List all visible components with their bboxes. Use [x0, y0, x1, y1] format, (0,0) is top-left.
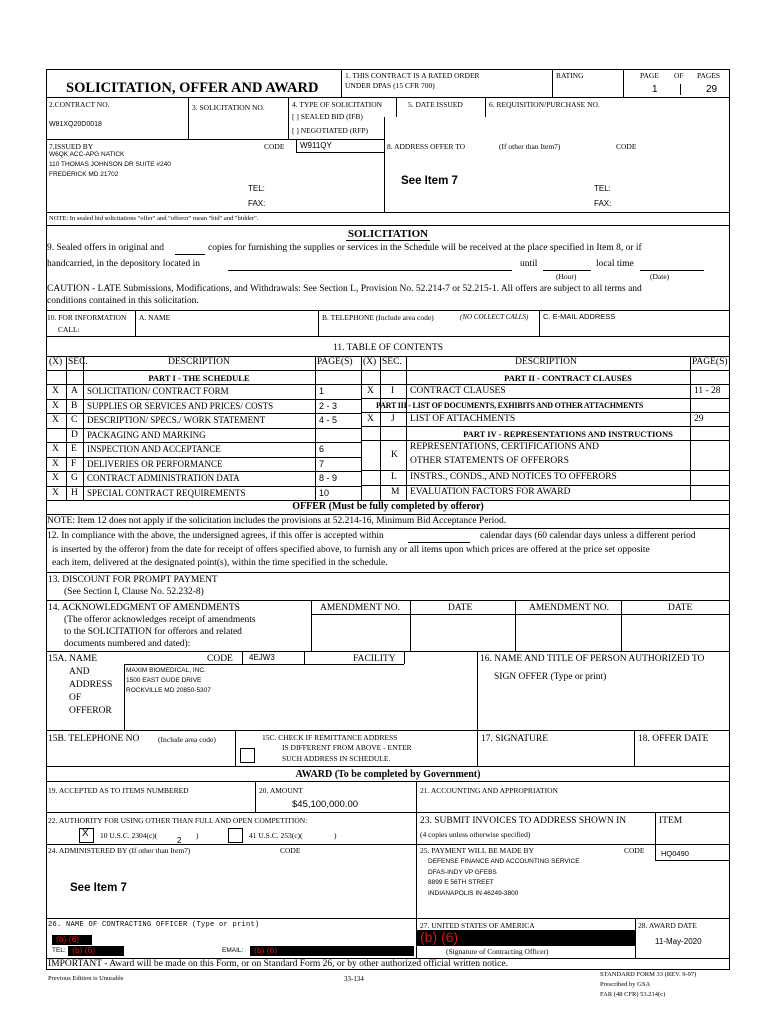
- item28-label: 28. AWARD DATE: [638, 921, 697, 930]
- caution-text-2: conditions contained in this solicitation.: [47, 296, 199, 306]
- toc-row-divider: [46, 442, 361, 443]
- toc-row-sec: E: [71, 444, 77, 454]
- item26-label: 26. NAME OF CONTRACTING OFFICER (Type or print): [48, 921, 260, 929]
- email-label: C. E-MAIL ADDRESS: [543, 312, 616, 321]
- toc-row-pages: 8 - 9: [319, 473, 338, 483]
- award-date: 11-May-2020: [655, 937, 702, 946]
- toc-part-3: PART III - LIST OF DOCUMENTS, EXHIBITS AND OTHER ATTACHMENTS: [376, 401, 644, 410]
- call-label: CALL:: [58, 325, 80, 334]
- item23-copies: (4 copies unless otherwise specified): [420, 830, 531, 839]
- item12-text-d: each item, delivered at the designated point(s), within the time specified in the schedule.: [52, 558, 388, 568]
- see-item-7: See Item 7: [401, 175, 458, 187]
- item23-item-label: ITEM: [659, 816, 683, 826]
- item16-sign-offer: SIGN OFFER (Type or print): [494, 672, 607, 682]
- no-collect-calls: (NO COLLECT CALLS): [460, 313, 529, 321]
- toc-row-desc: PACKAGING AND MARKING: [87, 429, 206, 440]
- if-other-than-item7: (If other than Item7): [499, 142, 561, 151]
- form-number: 33-134: [344, 975, 364, 983]
- address-offer-code-label: CODE: [616, 142, 637, 151]
- toc-row-m-desc: EVALUATION FACTORS FOR AWARD: [410, 487, 571, 497]
- rule: [729, 69, 730, 969]
- item24-label: 24. ADMINISTERED BY (If other than Item7): [48, 846, 191, 855]
- of-label: OF: [674, 71, 684, 80]
- amendment-no-label: AMENDMENT NO.: [320, 603, 401, 613]
- toc-row-pages: 4 - 5: [319, 415, 338, 425]
- item14-text-d: documents numbered and dated):: [64, 639, 191, 649]
- toc-part-1: PART I - THE SCHEDULE: [148, 373, 250, 383]
- toc-row-divider: [46, 413, 361, 414]
- toc-row-desc: DELIVERIES OR PERFORMANCE: [87, 458, 223, 469]
- item14-text-b: (The offeror acknowledges receipt of amendments: [64, 615, 256, 625]
- usc-253-checkbox[interactable]: [228, 828, 243, 843]
- toc-row-x-mark: X: [52, 386, 59, 396]
- signature-caption: (Signature of Contracting Officer): [446, 947, 549, 956]
- item21-label: 21. ACCOUNTING AND APPROPRIATION: [420, 786, 558, 795]
- redaction-tel-label: (b) (6): [72, 945, 96, 955]
- toc-col-x-2: (X): [363, 357, 377, 367]
- toc-col-x: (X): [49, 357, 63, 367]
- for-information-label: 10. FOR INFORMATION: [47, 313, 127, 322]
- rating-label: RATING: [556, 71, 584, 80]
- toc-row-i-sec: I: [391, 386, 395, 396]
- page-total: 29: [706, 84, 718, 95]
- toc-col-description-2: DESCRIPTION: [515, 357, 577, 367]
- form-title: SOLICITATION, OFFER AND AWARD: [66, 80, 319, 96]
- item20-label: 20. AMOUNT: [259, 786, 303, 795]
- item16-label: 16. NAME AND TITLE OF PERSON AUTHORIZED TO: [480, 654, 705, 664]
- item15a-of: OF: [69, 693, 82, 703]
- type-of-solicitation-label: 4. TYPE OF SOLICITATION: [292, 100, 383, 109]
- usc-2304-label: 10 U.S.C. 2304(c)(: [100, 831, 158, 840]
- toc-row-j-x: X: [367, 414, 374, 424]
- item15c-label: 15C. CHECK IF REMITTANCE ADDRESS: [262, 733, 398, 742]
- item9-text-a: 9. Sealed offers in original and: [47, 243, 164, 253]
- facility-label: FACILITY: [353, 654, 396, 664]
- toc-row-i-desc: CONTRACT CLAUSES: [410, 386, 506, 396]
- toc-row-k-desc-2: OTHER STATEMENTS OF OFFERORS: [410, 456, 569, 466]
- item27-label: 27. UNITED STATES OF AMERICA: [420, 921, 535, 930]
- item17-label: 17. SIGNATURE: [481, 734, 549, 744]
- item12-text-a: 12. In compliance with the above, the undersigned agrees, if this offer is accepted within: [47, 531, 384, 541]
- previous-edition: Previous Edition is Unusable: [48, 975, 124, 982]
- item25-code-label: CODE: [624, 846, 645, 855]
- toc-row-x-mark: X: [52, 458, 59, 469]
- toc-part-2: PART II - CONTRACT CLAUSES: [504, 373, 632, 383]
- page-label: PAGE: [640, 71, 659, 80]
- redaction-name-label: (b) (6): [56, 934, 80, 944]
- toc-row-sec: F: [71, 458, 77, 469]
- solicitation-heading: SOLICITATION: [347, 228, 429, 240]
- toc-row-desc: CONTRACT ADMINISTRATION DATA: [87, 473, 240, 483]
- redaction-email-label: (b) (6): [254, 945, 278, 955]
- item13-clause: (See Section I, Clause No. 52.232-8): [64, 587, 204, 597]
- usc-2304-number: 2: [177, 836, 182, 845]
- hour-caption: (Hour): [556, 272, 577, 281]
- offer-note-12: NOTE: Item 12 does not apply if the solicitation includes the provisions at 52.214-16, Minimum Bid Acceptance Period.: [47, 516, 507, 526]
- toc-col-pages: PAGE(S): [317, 357, 353, 367]
- toc-row-divider: [46, 428, 361, 429]
- toc-row-x-mark: X: [52, 487, 59, 498]
- date-issued-label: 5. DATE ISSUED: [408, 100, 463, 109]
- amendment-date-label-2: DATE: [668, 603, 693, 613]
- address-offer-to-label: 8. ADDRESS OFFER TO: [387, 142, 466, 151]
- contract-no-label: 2.CONTRACT NO.: [49, 100, 110, 109]
- item13-label: 13. DISCOUNT FOR PROMPT PAYMENT: [48, 575, 218, 585]
- usc-253-label: 41 U.S.C. 253(c)(: [249, 831, 303, 840]
- item19-label: 19. ACCEPTED AS TO ITEMS NUMBERED: [48, 786, 189, 795]
- toc-row-x-mark: X: [52, 473, 59, 483]
- toc-row-divider: [46, 399, 361, 400]
- award-heading: AWARD (To be completed by Government): [295, 769, 481, 780]
- usc-253-close: ): [334, 831, 337, 840]
- toc-row-x-mark: X: [52, 444, 59, 454]
- toc-heading: 11. TABLE OF CONTENTS: [332, 343, 444, 353]
- toc-row-l-desc: INSTRS., CONDS., AND NOTICES TO OFFERORS: [410, 472, 617, 482]
- toc-row-l-sec: L: [391, 472, 397, 482]
- toc-col-description: DESCRIPTION: [168, 357, 230, 367]
- solicitation-no-label: 3. SOLICITATION NO.: [192, 103, 265, 112]
- name-label: A. NAME: [139, 313, 171, 322]
- telephone-label: B. TELEPHONE (Include area code): [322, 313, 434, 322]
- officer-email-label: EMAIL:: [222, 947, 244, 954]
- sealed-bid-checkbox[interactable]: [ ] SEALED BID (IFB): [292, 112, 363, 121]
- item15c-text-2: IS DIFFERENT FROM ABOVE - ENTER: [282, 743, 412, 752]
- toc-row-m-sec: M: [391, 487, 400, 497]
- offer-heading: OFFER (Must be fully completed by offeror): [292, 501, 484, 512]
- toc-col-sec: SEC.: [68, 357, 88, 367]
- fax-label-2: FAX:: [594, 199, 612, 208]
- issued-by-address: W6QK ACC-APG NATICK 110 THOMAS JOHNSON DR SUITE #240 FREDERICK MD 21702: [49, 151, 171, 178]
- note-sealed-bid: NOTE: In sealed bid solicitations "offer" and "offeror" mean "bid" and "bidder".: [49, 215, 259, 222]
- standard-form-info: STANDARD FORM 33 (REV. 9-97) Prescribed by GSA FAR (48 CFR) 53.214(c): [600, 971, 697, 998]
- page-number: 1: [652, 84, 658, 95]
- toc-col-pages-2: PAGE(S): [692, 357, 728, 367]
- until-label: until: [520, 259, 538, 269]
- toc-row-j-desc: LIST OF ATTACHMENTS: [410, 414, 516, 424]
- toc-row-pages: 6: [319, 444, 325, 454]
- remittance-checkbox[interactable]: [240, 748, 255, 763]
- toc-row-pages: 7: [319, 458, 325, 469]
- item15a-address: ADDRESS: [69, 680, 113, 690]
- fax-label: FAX:: [248, 199, 266, 208]
- pages-label: PAGES: [697, 71, 721, 80]
- tel-label: TEL:: [248, 184, 265, 193]
- local-time-label: local time: [596, 259, 634, 269]
- item14-label: 14. ACKNOWLEDGMENT OF AMENDMENTS: [48, 603, 240, 613]
- toc-row-divider: [46, 471, 361, 472]
- item15a-and: AND: [69, 667, 90, 677]
- toc-row-i-x: X: [367, 386, 374, 396]
- toc-row-desc: INSPECTION AND ACCEPTANCE: [87, 444, 221, 454]
- toc-row-x-mark: X: [52, 415, 59, 425]
- item15c-text-3: SUCH ADDRESS IN SCHEDULE.: [282, 754, 391, 763]
- item15b-area-code: (Include area code): [158, 735, 216, 744]
- amendment-date-label: DATE: [448, 603, 473, 613]
- redaction-signature-label: (b) (6): [420, 929, 459, 945]
- toc-row-sec: G: [71, 473, 78, 483]
- caution-text: CAUTION - LATE Submissions, Modifications, and Withdrawals: See Section L, Provision No. 52.214-7 or 52.215-1. All offers are subject to all terms and: [47, 284, 642, 294]
- item12-text-b: calendar days (60 calendar days unless a different period: [480, 531, 696, 541]
- payment-code: HQ0490: [661, 849, 689, 858]
- offeror-address: MAXIM BIOMEDICAL, INC. 1500 EAST GUDE DRIVE ROCKVILLE MD 20850-5307: [126, 667, 211, 694]
- toc-row-sec: H: [71, 487, 78, 498]
- toc-row-desc: SOLICITATION/ CONTRACT FORM: [87, 386, 229, 396]
- toc-row-divider: [46, 457, 361, 458]
- toc-row-sec: D: [71, 429, 78, 440]
- contract-no: W81XQ20D0018: [49, 121, 102, 128]
- toc-part-4: PART IV - REPRESENTATIONS AND INSTRUCTIONS: [463, 429, 673, 439]
- item22-label: 22. AUTHORITY FOR USING OTHER THAN FULL AND OPEN COMPETITION:: [48, 816, 308, 825]
- toc-row-desc: DESCRIPTION/ SPECS./ WORK STATEMENT: [87, 415, 266, 425]
- payment-address: DEFENSE FINANCE AND ACCOUNTING SERVICE DFAS-INDY VP GFEBS 8899 E 56TH STREET INDIANAPOLIS IN 46249-3800: [428, 858, 580, 897]
- item24-code-label: CODE: [280, 846, 301, 855]
- see-item-7-admin: See Item 7: [70, 882, 127, 894]
- item12-text-c: is inserted by the offeror) from the date for receipt of offers specified above, to furnish any or all items upon which prices are offered at the price set opposite: [52, 545, 650, 555]
- toc-row-i-pages: 11 - 28: [694, 386, 721, 396]
- issued-by-code-label: CODE: [264, 142, 285, 151]
- toc-row-j-pages: 29: [694, 414, 704, 424]
- toc-row-divider: [46, 486, 361, 487]
- toc-row-x-mark: X: [52, 400, 59, 411]
- item23-label: 23. SUBMIT INVOICES TO ADDRESS SHOWN IN: [420, 816, 627, 826]
- negotiated-checkbox[interactable]: [ ] NEGOTIATED (RFP): [292, 126, 369, 135]
- award-amount: $45,100,000.00: [292, 799, 359, 810]
- rated-order: 1. THIS CONTRACT IS A RATED ORDER: [345, 71, 480, 80]
- usc-2304-x: X: [82, 828, 89, 839]
- requisition-label: 6. REQUISITION/PURCHASE NO.: [489, 100, 600, 109]
- date-caption: (Date): [650, 272, 670, 281]
- item14-text-c: to the SOLICITATION for offerors and related: [64, 627, 242, 637]
- toc-row-j-sec: J: [391, 414, 395, 424]
- toc-row-desc: SUPPLIES OR SERVICES AND PRICES/ COSTS: [87, 400, 274, 411]
- toc-row-pages: 1: [319, 386, 325, 396]
- item15a-offeror: OFFEROR: [69, 706, 112, 716]
- toc-row-sec: B: [71, 400, 78, 411]
- amendment-no-label-2: AMENDMENT NO.: [529, 603, 610, 613]
- tel-label-2: TEL:: [594, 184, 611, 193]
- toc-row-k-desc-1: REPRESENTATIONS, CERTIFICATIONS AND: [410, 442, 599, 452]
- rule: [46, 69, 730, 70]
- officer-tel-label: TEL:: [52, 947, 66, 954]
- toc-row-pages: 10: [319, 487, 330, 498]
- important-notice: IMPORTANT - Award will be made on this Form, or on Standard Form 26, or by other authorized official written notice.: [48, 959, 508, 969]
- issued-by-label: 7.ISSUED BY: [49, 142, 94, 151]
- offeror-code: 4EJW3: [249, 653, 275, 662]
- item9-text-c: handcarried, in the depository located in: [47, 259, 201, 269]
- item25-label: 25. PAYMENT WILL BE MADE BY: [420, 846, 534, 855]
- item18-label: 18. OFFER DATE: [638, 734, 709, 744]
- toc-row-sec: C: [71, 415, 78, 425]
- item9-text-b: copies for furnishing the supplies or services in the Schedule will be received at the place specified in Item 8, or if: [208, 243, 642, 253]
- item15b-label: 15B. TELEPHONE NO: [48, 734, 140, 744]
- rated-order-dpas: UNDER DPAS (15 CFR 700): [345, 81, 435, 90]
- offeror-code-label: CODE: [207, 654, 233, 664]
- toc-row-desc: SPECIAL CONTRACT REQUIREMENTS: [87, 487, 246, 498]
- toc-row-k-sec: K: [391, 450, 398, 460]
- issued-by-code: W911QY: [300, 141, 332, 150]
- item15a-label: 15A. NAME: [48, 654, 98, 664]
- toc-row-pages: 2 - 3: [319, 400, 338, 411]
- toc-col-sec-2: SEC.: [382, 357, 402, 367]
- usc-2304-close: ): [196, 831, 199, 840]
- toc-row-sec: A: [71, 386, 78, 396]
